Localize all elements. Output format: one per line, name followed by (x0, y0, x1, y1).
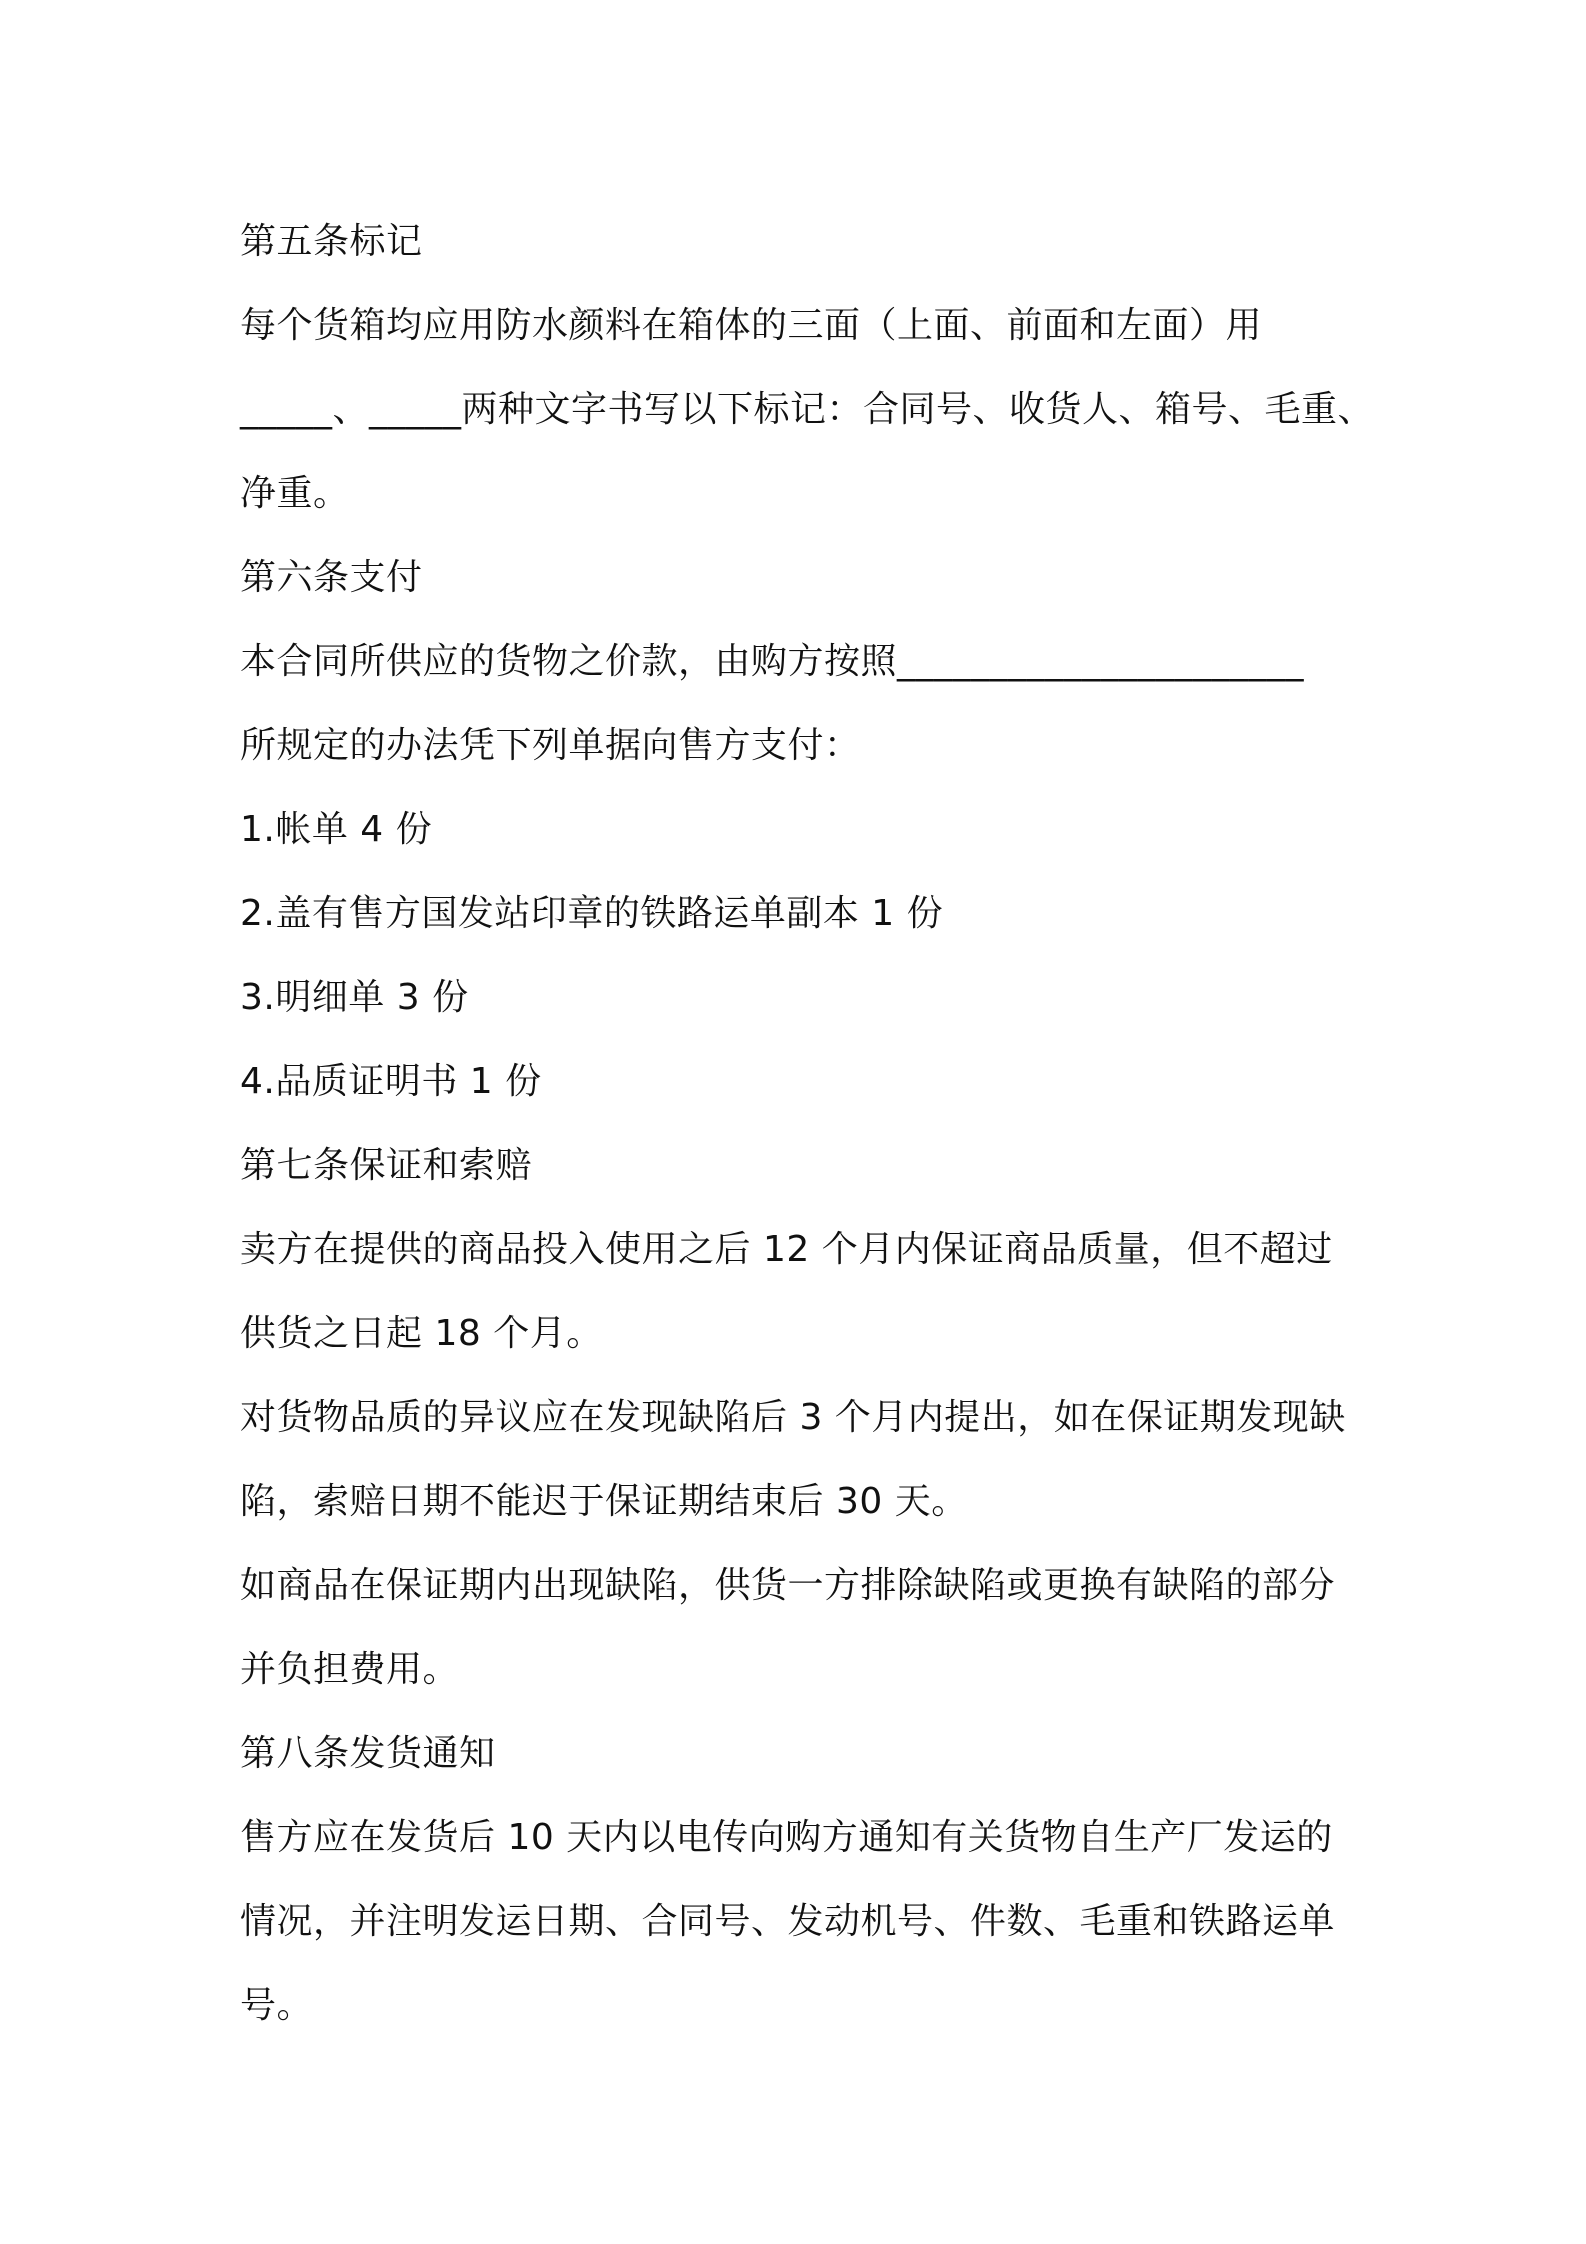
paragraph-line: 每个货箱均应用防水颜料在箱体的三面（上面、前面和左面）用 (240, 305, 1263, 346)
paragraph-line: 所规定的办法凭下列单据向售方支付： (240, 725, 861, 766)
paragraph-line: 本合同所供应的货物之价款，由购方按照______________________ (240, 641, 1305, 682)
paragraph-line: 如商品在保证期内出现缺陷，供货一方排除缺陷或更换有缺陷的部分 (240, 1565, 1336, 1606)
paragraph-line: _____、_____两种文字书写以下标记：合同号、收货人、箱号、毛重、 (240, 389, 1375, 430)
paragraph-line: 卖方在提供的商品投入使用之后 12 个月内保证商品质量，但不超过 (240, 1229, 1333, 1270)
heading-article-6: 第六条支付 (240, 557, 423, 598)
paragraph-line: 售方应在发货后 10 天内以电传向购方通知有关货物自生产厂发运的 (240, 1817, 1333, 1858)
paragraph-line: 陷，索赔日期不能迟于保证期结束后 30 天。 (240, 1481, 968, 1522)
list-item: 3.明细单 3 份 (240, 977, 469, 1018)
list-item: 1.帐单 4 份 (240, 809, 433, 850)
list-item: 4.品质证明书 1 份 (240, 1061, 542, 1102)
paragraph-line: 情况，并注明发运日期、合同号、发动机号、件数、毛重和铁路运单 (240, 1901, 1336, 1942)
document-body (240, 200, 1375, 2048)
heading-article-8: 第八条发货通知 (240, 1733, 496, 1774)
paragraph-line: 供货之日起 18 个月。 (240, 1313, 603, 1354)
paragraph-line: 号。 (240, 1985, 314, 2026)
paragraph-line: 并负担费用。 (240, 1649, 460, 1690)
heading-article-7: 第七条保证和索赔 (240, 1145, 533, 1186)
list-item: 2.盖有售方国发站印章的铁路运单副本 1 份 (240, 893, 944, 934)
paragraph-line: 对货物品质的异议应在发现缺陷后 3 个月内提出，如在保证期发现缺 (240, 1397, 1346, 1438)
heading-article-5: 第五条标记 (240, 221, 423, 262)
paragraph-line: 净重。 (240, 473, 350, 514)
